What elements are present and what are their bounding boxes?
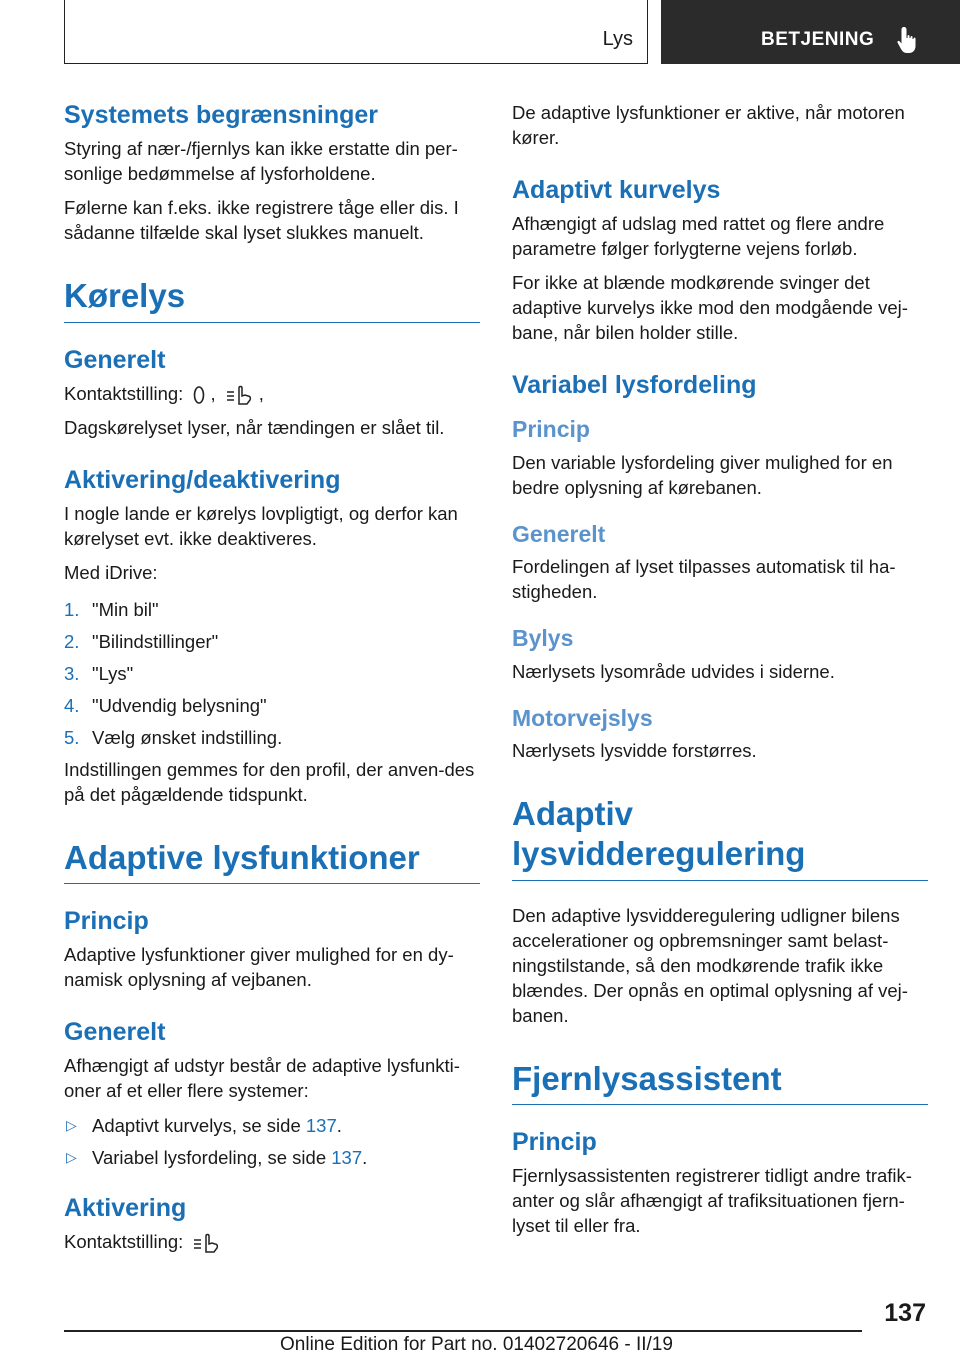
activation-paragraph-3: Indstillingen gemmes for den profil, der anven-des på det pågældende tidspunkt.	[64, 758, 475, 805]
high-beam-assistant-heading: Fjernlysassistent	[512, 1059, 928, 1106]
activation-heading: Aktivering	[64, 1194, 187, 1223]
high-beam-paragraph: Fjernlysassistenten registrerer tidligt andre trafik-anter og slår afhængigt af trafiksituationen fjern-lyset til eller fra.	[512, 1165, 912, 1237]
header-section-title: Lys	[602, 28, 633, 50]
general-2-heading: Generelt	[64, 1018, 166, 1047]
general-2-paragraph: Afhængigt af udstyr består de adaptive lysfunkti-oner af et eller flere systemer:	[64, 1055, 460, 1102]
limits-paragraph-1: Styring af nær-/fjernlys kan ikke erstatte din per-sonlige bedømmelse af lysforholdene.	[64, 138, 458, 184]
bullet-triangle-icon: ▷	[66, 1117, 77, 1134]
list-item: 1. "Min bil"	[64, 598, 159, 620]
motorway-light-paragraph: Nærlysets lysvidde forstørres.	[512, 740, 757, 762]
drl-heading: Kørelys	[64, 276, 480, 323]
high-beam-principle-heading: Princip	[512, 1128, 597, 1157]
general-heading: Generelt	[64, 345, 166, 374]
bullet-triangle-icon: ▷	[66, 1149, 77, 1166]
list-item: 4. "Udvendig belysning"	[64, 694, 267, 716]
motorway-light-heading: Motorvejslys	[512, 704, 653, 731]
page-link[interactable]: 137	[305, 1115, 337, 1137]
limits-heading: Systemets begrænsninger	[64, 101, 378, 129]
contact-position-label: Kontaktstilling:	[64, 382, 184, 404]
list-item: 2. "Bilindstillinger"	[64, 630, 219, 652]
ignition-on-icon	[225, 384, 255, 406]
limits-paragraph-2: Følerne kan f.eks. ikke registrere tåge eller dis. I sådanne tilfælde skal lyset slukkes manuelt.	[64, 197, 459, 243]
hand-pointer-icon	[895, 25, 921, 55]
right-column	[512, 100, 928, 1247]
adaptive-light-functions-heading: Adaptive lysfunktioner	[64, 838, 480, 885]
ignition-on-icon	[192, 1232, 222, 1254]
systems-bullet-list	[64, 1113, 480, 1170]
activation-deactivation-heading: Aktivering/deaktivering	[64, 465, 341, 494]
curve-light-paragraph-2: For ikke at blænde modkørende svinger det adaptive kurvelys ikke mod den modgående vej-bane, når bilen holder stille.	[512, 272, 908, 343]
ignition-off-icon	[192, 384, 206, 406]
header-chapter-title: BETJENING	[761, 29, 875, 50]
idrive-steps-list	[64, 597, 480, 750]
activation-contact-label: Kontaktstilling:	[64, 1231, 184, 1253]
variable-general-paragraph: Fordelingen af lyset tilpasses automatisk til ha-stigheden.	[512, 556, 896, 603]
left-column	[64, 100, 480, 1263]
footer-divider	[64, 1330, 862, 1332]
adaptive-range-control-paragraph: Den adaptive lysvidderegulering udligner bilens accelerationer og opbremsninger samt belast-ningstilstande, så den modkørende trafik ikke blændes. Der opnås en optimal oplysning af vej-banen.	[512, 904, 908, 1026]
principle-heading: Princip	[64, 907, 149, 936]
city-light-heading: Bylys	[512, 625, 574, 652]
contact-position-line: Kontaktstilling: , ,	[64, 381, 480, 406]
header-section-box	[64, 0, 648, 64]
active-paragraph: De adaptive lysfunktioner er aktive, når motoren kører.	[512, 102, 905, 148]
variable-distribution-heading: Variabel lysfordeling	[512, 371, 757, 399]
page-number: 137	[884, 1299, 926, 1327]
curve-light-paragraph-1: Afhængigt af udslag med rattet og flere andre parametre følger forlygterne vejens forløb.	[512, 213, 885, 259]
principle-paragraph: Adaptive lysfunktioner giver mulighed for en dy-namisk oplysning af vejbanen.	[64, 944, 454, 991]
activation-contact-line	[64, 1229, 480, 1254]
activation-paragraph-2: Med iDrive:	[64, 561, 158, 583]
adaptive-range-control-heading: Adaptiv lysvidderegulering	[512, 794, 928, 880]
activation-paragraph-1: I nogle lande er kørelys lovpligtigt, og derfor kan kørelyset evt. ikke deaktiveres.	[64, 502, 458, 549]
header-chapter-tab	[661, 0, 960, 64]
edition-note: Online Edition for Part no. 01402720646 - II/19	[280, 1334, 673, 1355]
variable-principle-heading: Princip	[512, 416, 590, 442]
variable-general-heading: Generelt	[512, 520, 606, 547]
general-paragraph: Dagskørelyset lyser, når tændingen er slået til.	[64, 416, 445, 438]
list-item: ▷ Adaptivt kurvelys, se side 137.	[66, 1115, 342, 1137]
curve-light-heading: Adaptivt kurvelys	[512, 176, 721, 204]
variable-principle-paragraph: Den variable lysfordeling giver mulighed for en bedre oplysning af kørebanen.	[512, 451, 893, 498]
list-item: 3. "Lys"	[64, 662, 134, 684]
page-link[interactable]: 137	[331, 1147, 363, 1169]
list-item: ▷ Variabel lysfordeling, se side 137.	[66, 1147, 368, 1169]
city-light-paragraph: Nærlysets lysområde udvides i siderne.	[512, 660, 835, 682]
list-item: 5. Vælg ønsket indstilling.	[64, 726, 283, 748]
